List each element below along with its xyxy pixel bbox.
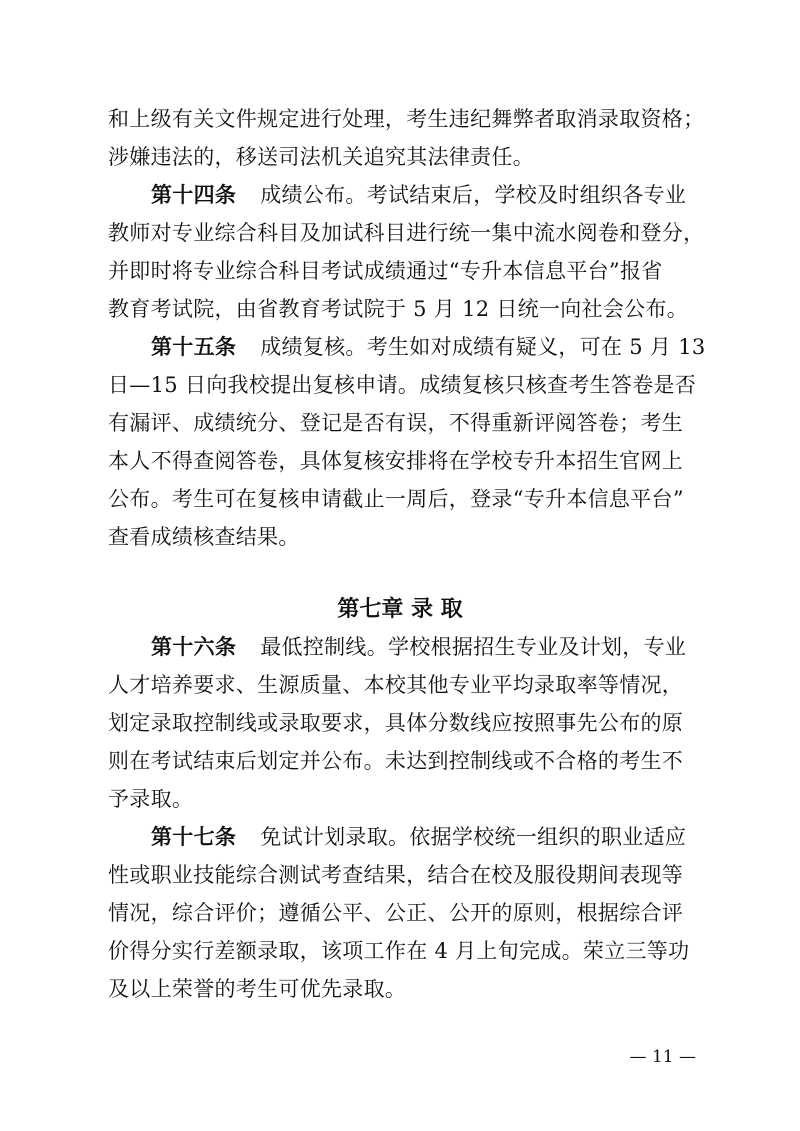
article-14-first-line (151, 175, 708, 215)
body-text-line: 查看成绩核查结果。 (108, 525, 300, 549)
body-text-line: 涉嫌违法的，移送司法机关追究其法律责任。 (108, 145, 534, 169)
body-text-line: 并即时将专业综合科目考试成绩通过“专升本信息平台”报省 (108, 259, 663, 283)
body-text-line: 情况，综合评价；遵循公平、公正、公开的原则，根据综合评 (108, 901, 684, 925)
article-15-first-line (151, 327, 708, 367)
body-text-line: 则在考试结束后划定并公布。未达到控制线或不合格的考生不 (108, 749, 684, 773)
article-16-title-text: 最低控制线。学校根据招生专业及计划，专业 (260, 635, 687, 659)
body-text-line: 人才培养要求、生源质量、本校其他专业平均录取率等情况， (108, 673, 684, 697)
article-15-title-text: 成绩复核。考生如对成绩有疑义，可在 5 月 13 (260, 335, 706, 359)
body-text-line: 日—15 日向我校提出复核申请。成绩复核只核查考生答卷是否 (108, 373, 697, 397)
body-text-line: 本人不得查阅答卷，具体复核安排将在学校专升本招生官网上 (108, 449, 684, 473)
body-text-line: 性或职业技能综合测试考查结果，结合在校及服役期间表现等 (108, 863, 684, 887)
article-14-label: 第十四条 (151, 183, 237, 207)
article-16-first-line (151, 627, 708, 667)
body-text-line: 公布。考生可在复核申请截止一周后，登录“专升本信息平台” (108, 487, 684, 511)
article-17-title-text: 免试计划录取。依据学校统一组织的职业适应 (260, 825, 687, 849)
body-text-line: 及以上荣誉的考生可优先录取。 (108, 977, 407, 1001)
article-14-title-text: 成绩公布。考试结束后，学校及时组织各专业 (260, 183, 687, 207)
chapter-title: 第七章 录 取 (337, 597, 463, 622)
body-text-line: 教师对专业综合科目及加试科目进行统一集中流水阅卷和登分， (108, 221, 705, 245)
body-text-line: 和上级有关文件规定进行处理，考生违纪舞弊者取消录取资格； (108, 107, 705, 131)
page-number: — 11 — (629, 1047, 696, 1067)
article-15-label: 第十五条 (151, 335, 237, 359)
body-text-line: 划定录取控制线或录取要求，具体分数线应按照事先公布的原 (108, 711, 684, 735)
body-text-line: 价得分实行差额录取，该项工作在 4 月上旬完成。荣立三等功 (108, 939, 690, 963)
article-17-first-line (151, 817, 708, 857)
body-text-line: 予录取。 (108, 787, 194, 811)
body-text-line: 教育考试院，由省教育考试院于 5 月 12 日统一向社会公布。 (108, 297, 689, 321)
body-text-line: 有漏评、成绩统分、登记是否有误，不得重新评阅答卷；考生 (108, 411, 684, 435)
article-16-label: 第十六条 (151, 635, 237, 659)
article-17-label: 第十七条 (151, 825, 237, 849)
